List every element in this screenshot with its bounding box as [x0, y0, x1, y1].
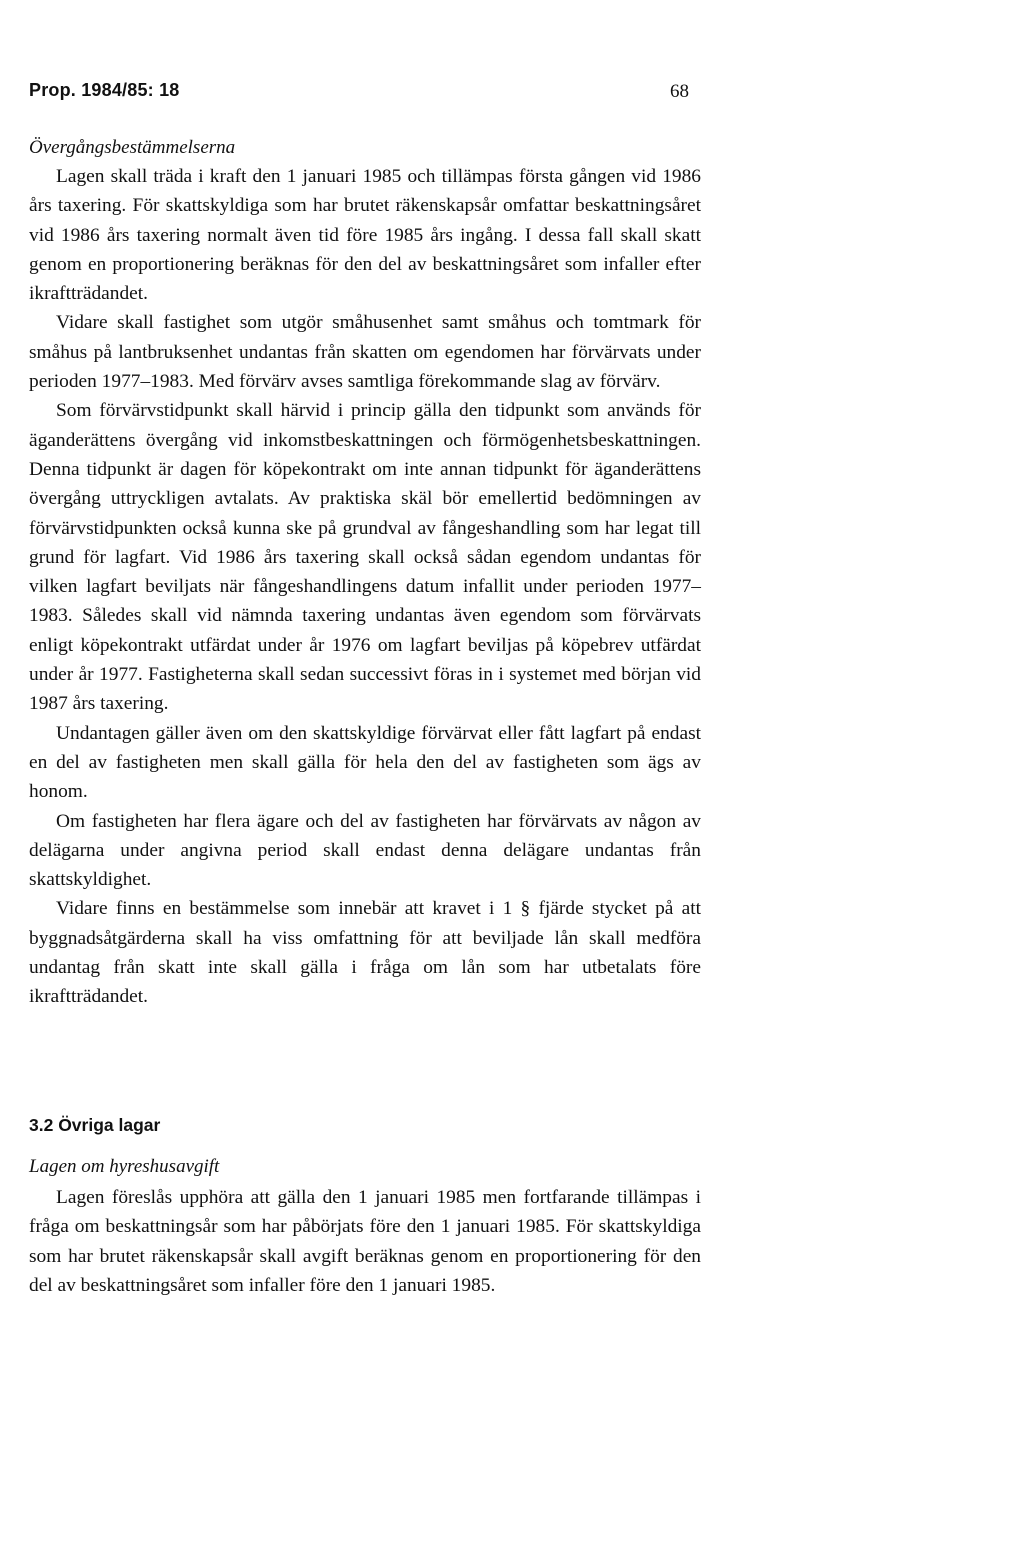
section-heading: Övergångsbestämmelserna: [29, 137, 236, 158]
document-reference: Prop. 1984/85: 18: [29, 80, 180, 100]
paragraph: Vidare finns en bestämmelse som innebär att kravet i 1 § fjärde stycket på att byggnadsåtgärderna skall ha viss omfattning för att beviljade lån skall medföra undantag från skatt inte skall gälla i fråga om lån som har utbetalats före ikraftträdandet.: [29, 898, 701, 1008]
paragraph: Vidare skall fastighet som utgör småhusenhet samt småhus och tomtmark för småhus på lantbruksenhet undantas från skatten om egendomen har förvärvats under perioden 1977–1983. Med förvärv avses samtliga förekommande slag av förvärv.: [29, 312, 701, 393]
section-subheading: Lagen om hyreshusavgift: [29, 1156, 220, 1177]
page-header: [29, 80, 689, 106]
paragraph: Undantagen gäller även om den skattskyldige förvärvat eller fått lagfart på endast en del av fastigheten men skall gälla för hela den del av fastigheten som ägs av honom.: [29, 722, 701, 803]
section-transitional-provisions: [29, 136, 701, 1012]
page-number: 68: [670, 81, 689, 102]
section-other-laws: [29, 1113, 701, 1300]
section-title: 3.2 Övriga lagar: [29, 1115, 161, 1135]
paragraph: Som förvärvstidpunkt skall härvid i princip gälla den tidpunkt som används för äganderättens övergång vid inkomstbeskattningen och förmögenhetsbeskattningen. Denna tidpunkt är dagen för köpekontrakt om inte annan tidpunkt för äganderättens övergång uttryckligen avtalats. Av praktiska skäl bör emellertid bedömningen av förvärvstidpunkten också kunna ske på grundval av fångeshandling som har legat till grund för lagfart. Vid 1986 års taxering skall också sådan egendom undantas för vilken lagfart beviljats när fångeshandlingens datum infallit under perioden 1977–1983. Således skall vid nämnda taxering undantas även egendom som förvärvats enligt köpekontrakt utfärdat under år 1976 om lagfart beviljas på köpebrev utfärdat under år 1977. Fastigheterna skall sedan successivt föras in i systemet med början vid 1987 års taxering.: [29, 400, 701, 715]
paragraph: Lagen skall träda i kraft den 1 januari 1985 och tillämpas första gången vid 1986 års taxering. För skattskyldiga som har brutet räkenskapsår omfattar beskattningsåret vid 1986 års taxering normalt även tid före 1985 års ingång. I dessa fall skall skatt genom en proportionering beräknas för den del av beskattningsåret som infaller efter ikraftträdandet.: [29, 166, 701, 305]
paragraph: Om fastigheten har flera ägare och del av fastigheten har förvärvats av någon av delägarna under angivna period skall endast denna delägare undantas från skattskyldighet.: [29, 810, 701, 891]
paragraph: Lagen föreslås upphöra att gälla den 1 januari 1985 men fortfarande tillämpas i fråga om beskattningsår som har påbörjats före den 1 januari 1985. För skattskyldiga som har brutet räkenskapsår skall avgift beräknas genom en proportionering för den del av beskattningsåret som infaller före den 1 januari 1985.: [29, 1187, 701, 1296]
